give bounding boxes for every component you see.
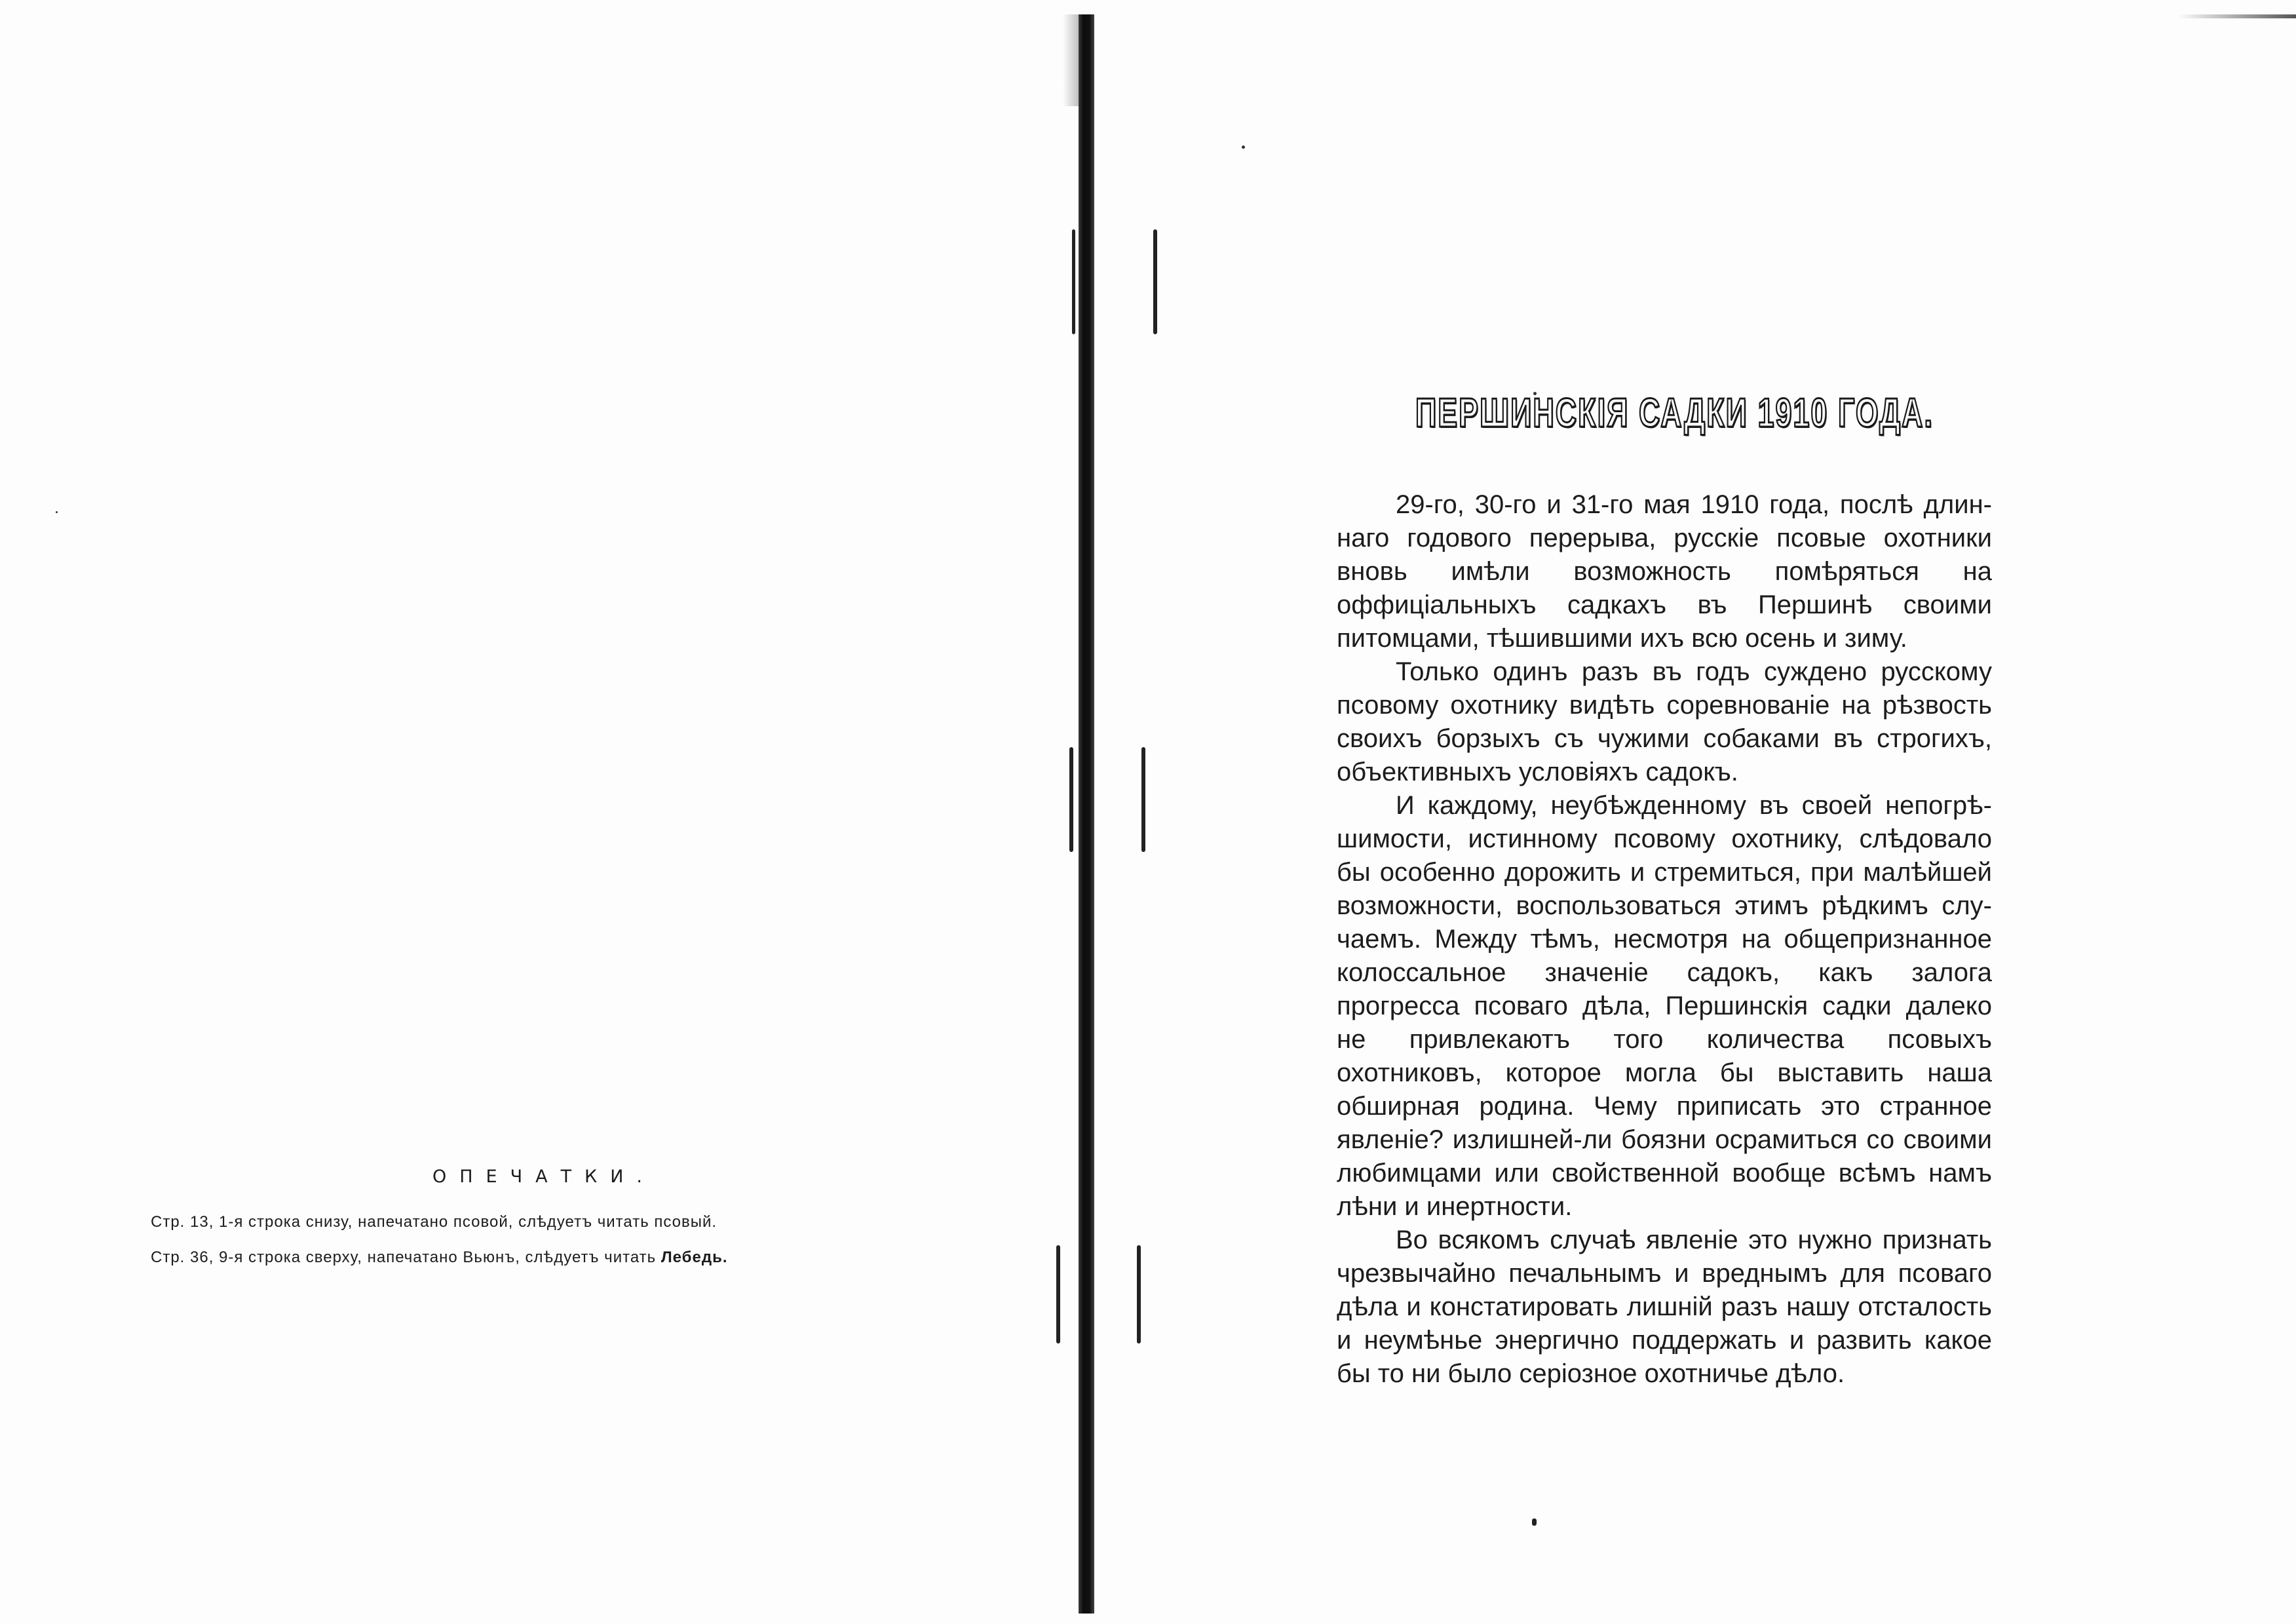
left-page (0, 0, 1048, 1624)
binding-stitch-mark (1072, 229, 1075, 334)
binding-stitch-mark (1069, 747, 1073, 852)
errata-line-2-text: Стр. 36, 9-я строка сверху, напечатано Вьюнъ, слѣдуетъ читать (151, 1248, 661, 1266)
scan-speck (56, 511, 58, 513)
page-mark (1532, 1518, 1537, 1526)
errata-line-2 (151, 1248, 917, 1267)
article-paragraph-3: И каждому, неубѣжденному въ своей непогрѣшимости, истинному псовому охотнику, слѣдовало бы особенно дорожить и стремиться, при малѣйшей возможности, воспользоваться этимъ рѣдкимъ случаемъ. Между тѣмъ, несмотря на общепризнанное колоссальное значеніе садокъ, какъ залога прогресса псоваго дѣла, Першинскія садки далеко не привлекаютъ того количества псовыхъ охотниковъ, которое могла бы выставить наша обширная родина. Чему приписать это странное явленіе? излишней-ли боязни осрамиться со своими любимцами или свойственной вообще всѣмъ намъ лѣни и инертности. (1337, 791, 1992, 1221)
binding-stitch-mark (1056, 1245, 1060, 1344)
article-headline-text: ПЕРШИНСКІЯ САДКИ 1910 ГОДА. (1415, 391, 1934, 436)
errata-block (131, 1167, 917, 1284)
binding-stitch-mark (1137, 1245, 1141, 1344)
spine-fold (1079, 14, 1094, 1614)
binding-stitch-mark (1141, 747, 1145, 852)
article-headline (1415, 390, 1934, 436)
article-paragraph-4: Во всякомъ случаѣ явленіе это нужно признать чрезвычайно печальнымъ и вреднымъ для псоваго дѣла и констатировать лишній разъ нашу отсталость и неумѣнье энергично поддержать и развить какое бы то ни было серіозное охотничье дѣло. (1337, 1226, 1992, 1388)
errata-title: ОПЕЧАТКИ. (432, 1167, 656, 1187)
right-page (1153, 0, 2296, 1624)
errata-line-2-emphasis: Лебедь. (660, 1248, 728, 1266)
errata-line-1-text: Стр. 13, 1-я строка снизу, напечатано псовой, слѣдуетъ читать псовый. (151, 1213, 718, 1231)
spine-shadow (1063, 14, 1079, 106)
article-paragraph-2: Только одинъ разъ въ годъ суждено русскому псовому охотнику видѣть соревнованіе на рѣзвость своихъ борзыхъ съ чужими собаками въ строгихъ, объективныхъ условіяхъ садокъ. (1337, 657, 1992, 786)
errata-line-1 (151, 1213, 917, 1231)
article-body (1337, 488, 1992, 1391)
article-paragraph-1: 29-го, 30-го и 31-го мая 1910 года, послѣ длиннаго годового перерыва, русскіе псовые охотники вновь имѣли возможность помѣряться на оффиціальныхъ садкахъ въ Першинѣ своими питомцами, тѣшившими ихъ всю осень и зиму. (1337, 490, 1992, 653)
